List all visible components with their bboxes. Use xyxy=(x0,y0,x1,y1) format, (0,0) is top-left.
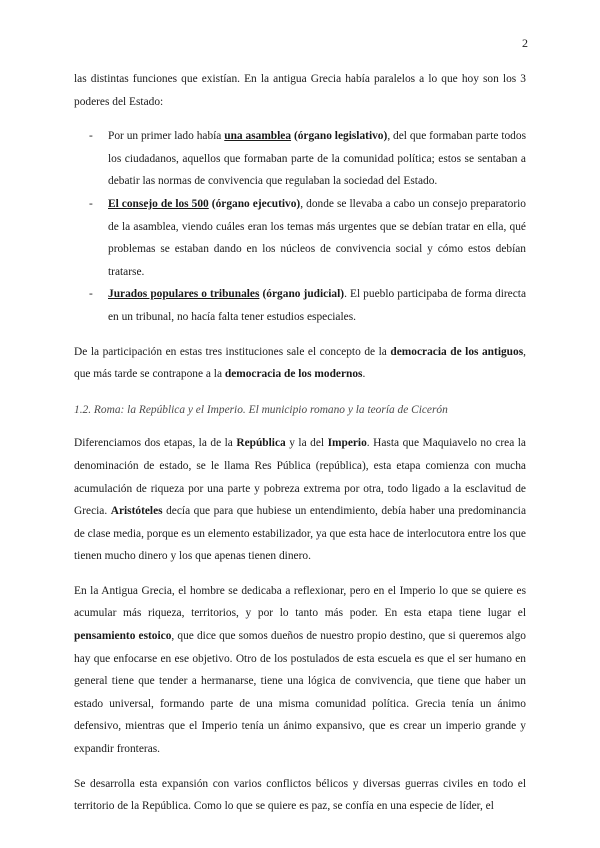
republic-term: República xyxy=(236,437,286,450)
juries-term: Jurados populares o tribunales xyxy=(108,288,260,301)
rome-paragraph: Diferenciamos dos etapas, la de la República y la del Imperio. Hasta que Maquiavelo no crea la denominación de estado, se le llama Res Pública (república), esta etapa comienza con mucha acumulación de riqueza por una parte y pobreza extrema por otra, todo ligado a la esclavitud de Grecia. Aristóteles decía que para que hubiese un entendimiento, debía haber una predominancia de clase media, porque es un elemento estabilizador, ya que esta hace de interlocutora entre los que tienen mucho dinero y los que apenas tienen dinero. xyxy=(74,437,526,563)
participation-paragraph: De la participación en estas tres instituciones sale el concepto de la democracia de los antiguos, que más tarde se contrapone a la democracia de los modernos. xyxy=(74,345,526,381)
stoic-thought-term: pensamiento estoico xyxy=(74,630,172,643)
list-item: - Por un primer lado había una asamblea (órgano legislativo), del que formaban parte todos los ciudadanos, aquellos que formaban parte de la comunidad política; estos se sentaban a debatir las normas de convivencia que regulaban la sociedad del Estado. xyxy=(74,125,526,193)
list-item: - Jurados populares o tribunales (órgano judicial). El pueblo participaba de forma directa en un tribunal, no hacía falta tener estudios especiales. xyxy=(74,283,526,328)
list-item: - El consejo de los 500 (órgano ejecutivo), donde se llevaba a cabo un consejo preparatorio de la asamblea, viendo cuáles eran los temas más urgentes que se debían tratar en ella, qué problemas se estaban dando en los núcleos de convivencia social y cómo estos debían tratarse. xyxy=(74,193,526,283)
intro-paragraph: las distintas funciones que existían. En la antigua Grecia había paralelos a lo que hoy son los 3 poderes del Estado: xyxy=(74,73,526,108)
ancient-democracy-term: democracia de los antiguos xyxy=(390,345,524,358)
section-heading: 1.2. Roma: la República y el Imperio. El municipio romano y la teoría de Cicerón xyxy=(74,403,448,416)
greece-paragraph: En la Antigua Grecia, el hombre se dedicaba a reflexionar, pero en el Imperio lo que se quiere es acumular más riqueza, territorios, y por lo tanto más poder. En esta etapa tiene lugar el pensamiento estoico, que dice que somos dueños de nuestro propio destino, que si queremos algo hay que enfocarse en ese objetivo. Otro de los postulados de esta escuela es que el ser humano en general tiene que tender a hermanarse, tiene una lógica de convivencia, que tiene que haber un estado universal, formando parte de una misma comunidad política. Grecia tenía un ánimo defensivo, mientras que el Imperio tenía un ánimo expansivo, que es crear un imperio grande y expandir fronteras. xyxy=(74,584,526,756)
aristotle-term: Aristóteles xyxy=(110,505,163,518)
expansion-paragraph: Se desarrolla esta expansión con varios conflictos bélicos y diversas guerras civiles en todo el territorio de la República. Como lo que se quiere es paz, se confía en una especie de líder, el xyxy=(74,777,526,813)
assembly-term: una asamblea xyxy=(224,130,292,143)
document-body xyxy=(74,68,526,818)
judicial-organ: (órgano judicial) xyxy=(259,288,345,301)
legislative-organ: (órgano legislativo) xyxy=(291,130,388,143)
council-term: El consejo de los 500 xyxy=(108,197,209,210)
powers-list xyxy=(74,125,526,328)
executive-organ: (órgano ejecutivo) xyxy=(208,197,301,210)
page-number: 2 xyxy=(522,36,528,50)
empire-term: Imperio xyxy=(327,437,367,450)
modern-democracy-term: democracia de los modernos xyxy=(224,368,363,381)
